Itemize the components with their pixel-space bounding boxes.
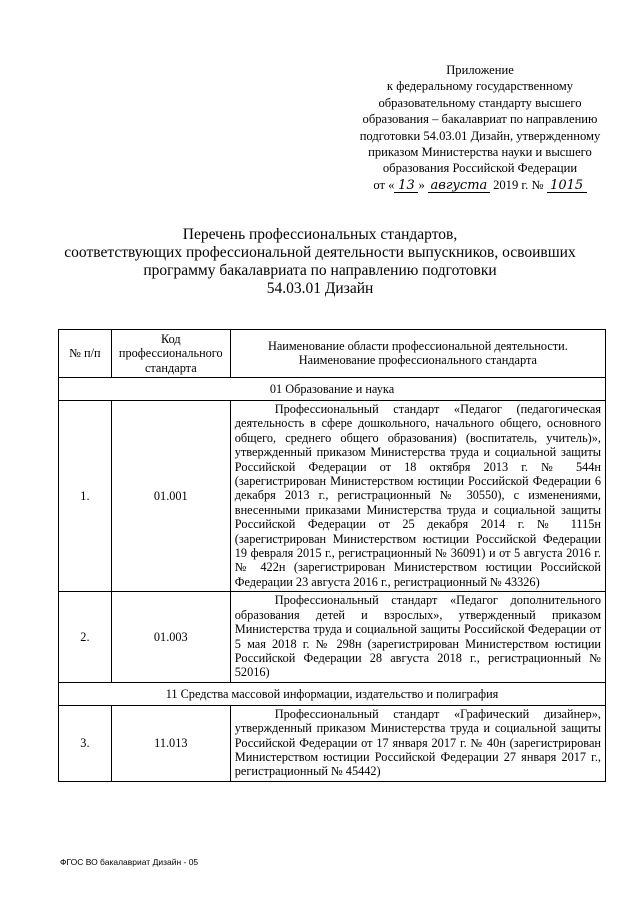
handwritten-day: 13 [394, 179, 418, 193]
table-row [59, 705, 606, 781]
appendix-header [330, 62, 630, 193]
standard-code: 11.013 [111, 705, 230, 781]
title-line: Перечень профессиональных стандартов, [182, 226, 458, 243]
row-number: 3. [59, 705, 112, 781]
standard-code: 01.001 [111, 401, 230, 592]
table-row [59, 592, 606, 682]
handwritten-order-number: 1015 [547, 179, 587, 193]
header-line: к федеральному государственному [386, 79, 574, 94]
header-line: приказом Министерства науки и высшего [368, 145, 592, 160]
title-line: программу бакалавриата по направлению подготовки [143, 262, 497, 279]
column-header-name [230, 330, 605, 378]
column-header-code: Код профессионального стандарта [111, 330, 230, 378]
column-header-name-line: Наименование области профессиональной деятельности. [267, 338, 568, 353]
title-line: 54.03.01 Дизайн [266, 280, 374, 297]
date-mid: » [418, 177, 425, 192]
header-line: образования Российской Федерации [382, 161, 578, 176]
table-header-row [59, 330, 606, 378]
header-line: Приложение [446, 63, 514, 77]
row-number: 1. [59, 401, 112, 592]
section-row [59, 682, 606, 705]
date-prefix: от « [373, 177, 395, 192]
handwritten-month: августа [428, 179, 490, 193]
header-line: подготовки 54.03.01 Дизайн, утвержденному [359, 128, 601, 143]
standard-name: Профессиональный стандарт «Графический дизайнер», утвержденный приказом Министерства труда и социальной защиты Российской Федерации от 17 января 2017 г. № 40н (зарегистрирован Министерством юстиции Российской Федерации 27 января 2017 г., регистрационный № 45442) [230, 705, 605, 781]
header-line: образовательному стандарту высшего [378, 95, 582, 110]
standards-table [58, 329, 606, 782]
title-line: соответствующих профессиональной деятельности выпускников, освоивших [64, 244, 576, 261]
section-title: 11 Средства массовой информации, издательство и полиграфия [59, 682, 606, 705]
column-header-name-line: Наименование профессионального стандарта [298, 353, 537, 367]
year-and-number-label: 2019 г. № [493, 177, 544, 192]
order-date-line [330, 177, 630, 193]
document-title [0, 226, 640, 298]
section-title: 01 Образование и наука [59, 378, 606, 401]
standard-name: Профессиональный стандарт «Педагог (педагогическая деятельность в сфере дошкольного, начального общего, основного общего, среднего общего образования) (воспитатель, учитель)», утвержденный приказом Министерства труда и социальной защиты Российской Федерации от 18 октября 2013 г. № 544н (зарегистрирован Министерством юстиции Российской Федерации 6 декабря 2013 г., регистрационный № 30550), с изменениями, внесенными приказами Министерства труда и социальной защиты Российской Федерации от 25 декабря 2014 г. № 1115н (зарегистрирован Министерством юстиции Российской Федерации 19 февраля 2015 г., регистрационный № 36091) и от 5 августа 2016 г. № 422н (зарегистрирован Министерством юстиции Российской Федерации 23 августа 2016 г., регистрационный № 43326) [230, 401, 605, 592]
section-row [59, 378, 606, 401]
page-footer: ФГОС ВО бакалавриат Дизайн - 05 [60, 857, 199, 867]
header-line: образования – бакалавриат по направлению [362, 112, 598, 127]
column-header-number: № п/п [59, 330, 112, 378]
table-row [59, 401, 606, 592]
row-number: 2. [59, 592, 112, 682]
standard-code: 01.003 [111, 592, 230, 682]
standard-name: Профессиональный стандарт «Педагог дополнительного образования детей и взрослых», утвержденный приказом Министерства труда и социальной защиты Российской Федерации от 5 мая 2018 г. № 298н (зарегистрирован Министерством юстиции Российской Федерации 28 августа 2018 г., регистрационный № 52016) [230, 592, 605, 682]
